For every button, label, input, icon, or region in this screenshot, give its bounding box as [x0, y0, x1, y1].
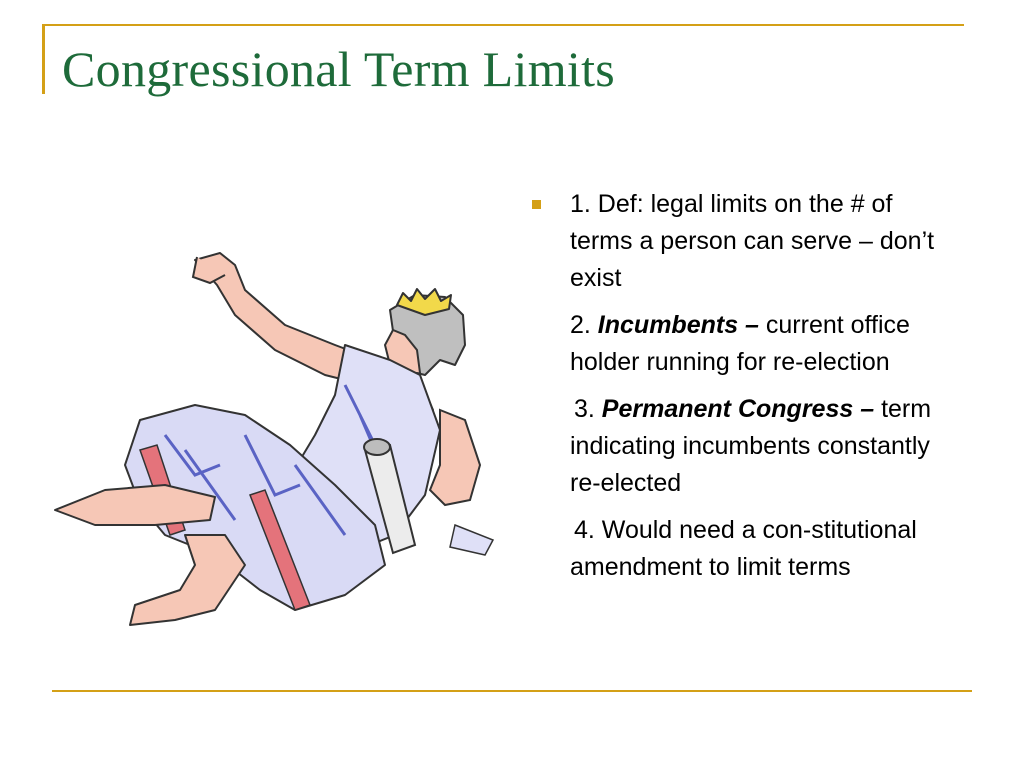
bullet-item-2-term: Incumbents –: [597, 311, 759, 339]
slide-title: Congressional Term Limits: [62, 41, 616, 97]
bullet-item-3: [532, 391, 952, 502]
bullet-item-2: [532, 307, 952, 381]
bullet-item-2-num: 2.: [570, 311, 598, 339]
bullet-item-4-text: 4. Would need a con-stitutional amendment to limit terms: [570, 516, 917, 581]
bullet-list: [532, 186, 952, 596]
bullet-item-3-num: 3.: [574, 395, 602, 423]
bottom-rule: [52, 690, 972, 692]
bullet-item-1-text: 1. Def: legal limits on the # of terms a person can serve – don’t exist: [570, 190, 935, 292]
bullet-item-4: [532, 512, 952, 586]
bullet-item-2-desc: current office holder running for re-election: [570, 311, 910, 376]
square-bullet-icon: [532, 200, 541, 209]
left-rule: [42, 24, 45, 94]
bullet-item-1: [532, 186, 952, 297]
bullet-item-3-term: Permanent Congress –: [601, 395, 875, 423]
top-rule: [44, 24, 964, 26]
bullet-item-3-desc: term indicating incumbents constantly re-elected: [570, 395, 932, 497]
roman-emperor-clipart: [45, 235, 505, 635]
